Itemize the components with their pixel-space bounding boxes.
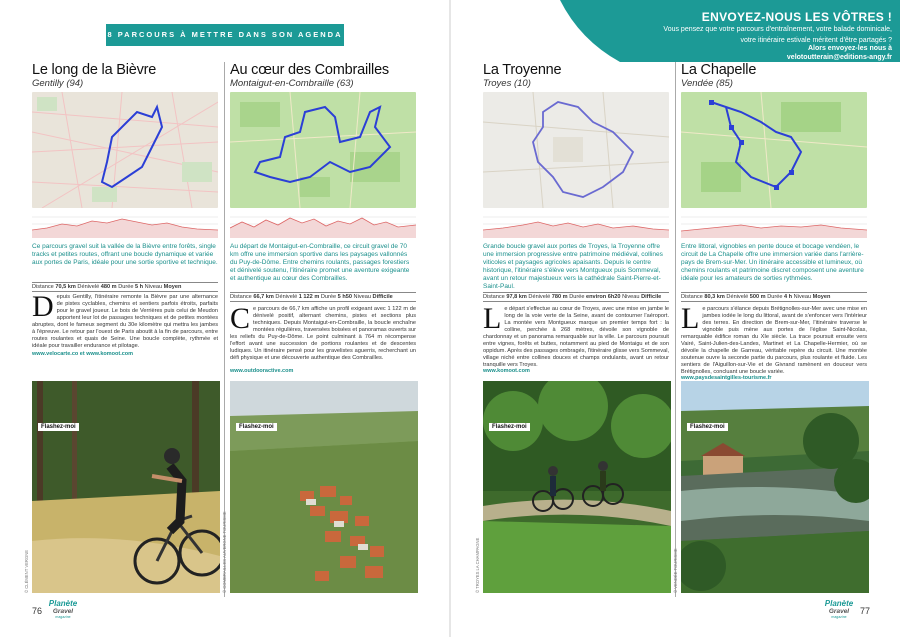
route-stats: Distance 80,3 km Dénivelé 500 m Durée 4 h Niveau Moyen xyxy=(681,292,867,302)
route-photo xyxy=(681,381,869,593)
route-column-bievre xyxy=(24,62,222,597)
route-title: Au cœur des Combrailles xyxy=(230,62,389,78)
route-body: Ce parcours de 66,7 km affiche un profil exigeant avec 1 122 m de dénivelé positif, alternant chemins, pistes et sections plus techniques. Depuis Montaigut-en-Combraille, la boucle enchaîne montées régulières, traversées boisées et panoramas ouverts sur les reliefs du Puy-de-Dôme. Le point culminant à 764 m récompense l'effort avant une succession de portions roulantes et de descentes ludiques. Un itinéraire pensé pour les gravelistes aguerris, recherchant un défi physique et une découverte authentique des Combrailles. xyxy=(230,302,416,361)
elevation-profile xyxy=(681,210,867,238)
route-link[interactable]: www.paysdesaintgilles-tourisme.fr xyxy=(681,375,772,381)
cta-email[interactable]: velotoutterain@editions-angy.fr xyxy=(786,53,892,61)
route-intro: Entre littoral, vignobles en pente douce et bocage vendéen, le circuit de La Chapelle offre une immersion variée dans l'arrière-pays de Brem-sur-Mer. Un itinéraire accessible et lumineux, où chemins roulants et patrimoine discret composent une aventure idéale pour les amateurs de sorties rythmées. xyxy=(681,243,864,282)
call-to-action-banner xyxy=(560,0,900,62)
magazine-logo-left: Planète Gravel magazine xyxy=(48,599,78,619)
dropcap: L xyxy=(483,302,502,335)
route-intro: Ce parcours gravel suit la vallée de la Bièvre entre forêts, single tracks et petites routes, offrant une boucle dynamique et variée aux portes de Paris, idéale pour une sortie sportive et technique. xyxy=(32,243,218,266)
route-photo xyxy=(32,381,220,593)
cta-line: Alors envoyez-les nous à xyxy=(807,45,892,52)
route-link[interactable]: www.velocarte.co et www.komoot.com xyxy=(32,351,134,357)
page-gutter xyxy=(449,0,451,637)
route-body: Le parcours s'élance depuis Brétignolles-sur-Mer avec une mise en jambes iodée le long du littoral, avant de s'enfoncer vers l'intérieur des terres. En direction de Brem-sur-Mer, l'itinéraire traverse le vignoble puis mène aux portes de l'église Saint-Nicolas, remarquable édifice roman du XIe siècle. La trace poursuit ensuite vers Vairé, Saint-Julien-des-Landes, Martinet et La Chapelle-Hermier, où se dévoile la chapelle de Garreau, véritable repère du circuit. Une montée soutenue ouvre la seconde partie du parcours, plus roulante et fluide. Les sentiers de l'Aiguillon-sur-Vie et de Givrand ramènent en douceur vers Brétignolles, concluant une boucle variée. xyxy=(681,302,867,375)
cta-body-1: Vous pensez que votre parcours d'entraînement, votre balade dominicale, xyxy=(663,26,892,33)
route-title: Le long de la Bièvre xyxy=(32,62,157,78)
section-banner: 8 PARCOURS À METTRE DANS SON AGENDA xyxy=(106,24,344,46)
dropcap: C xyxy=(230,302,251,335)
elevation-profile xyxy=(32,210,218,238)
route-column-chapelle xyxy=(673,62,871,597)
photo-credit: © CLÉMENT VERGNE xyxy=(24,549,29,593)
route-link[interactable]: www.komoot.com xyxy=(483,368,530,374)
route-subtitle: Vendée (85) xyxy=(681,78,733,89)
dropcap: D xyxy=(32,290,54,323)
qr-label: Flashez-moi xyxy=(38,423,79,431)
route-subtitle: Montaigut-en-Combraille (63) xyxy=(230,78,354,89)
route-stats: Distance 66,7 km Dénivelé 1 122 m Durée 5 h50 Niveau Difficile xyxy=(230,292,416,302)
route-title: La Chapelle xyxy=(681,62,757,78)
route-body: Depuis Gentilly, l'itinéraire remonte la Bièvre par une alternance de pistes cyclables, chemins et sentiers parfois étroits, parfaits pour le gravel joueur. Le bois de Verrières puis celui de Meudon apportent leur lot de passages techniques et de petites montées abruptes, dont le fameux segment du 30e kilomètre qui mettra les jambes à l'épreuve. Le retour par l'ouest de Paris aboutit à la fin de parcours, entre routes roulantes et quais de Seine. Une boucle complète, rythmée et idéale pour travailler endurance et pilotage. xyxy=(32,290,218,349)
elevation-profile xyxy=(483,210,669,238)
elevation-profile xyxy=(230,210,416,238)
route-photo xyxy=(483,381,671,593)
qr-label: Flashez-moi xyxy=(236,423,277,431)
route-column-combrailles xyxy=(222,62,420,597)
magazine-logo-right: Planète Gravel magazine xyxy=(824,599,854,619)
cta-title: ENVOYEZ-NOUS LES VÔTRES ! xyxy=(701,10,892,24)
route-title: La Troyenne xyxy=(483,62,562,78)
route-body: Le départ s'effectue au cœur de Troyes, avec une mise en jambe le long de la voie verte de la Seine, avant de contourner l'aéroport. La montée vers Montgueux marque un premier temps fort : la colline, perchée à 268 mètres, dévoile son vignoble de chardonnay et un panorama remarquable sur la ville. Le parcours poursuit entre vignes, forêts et buttes, notamment au pied de Montaigu et de son oppidum. Après des passages ombragés, l'itinéraire glisse vers Sommeval, village niché entre collines douces et champs ondulants, avant un retour tranquille vers Troyes. xyxy=(483,302,669,368)
route-link[interactable]: www.outdooractive.com xyxy=(230,368,294,374)
route-map xyxy=(32,92,218,208)
route-subtitle: Troyes (10) xyxy=(483,78,531,89)
route-intro: Grande boucle gravel aux portes de Troyes, la Troyenne offre une immersion progressive entre patrimoine médiéval, collines viticoles et paysages agricoles apaisants. Depuis le centre historique, l'itinéraire s'élève vers Montgueux puis Sommeval, avant un retour majestueux vers la cathédrale Saint-Pierre-et-Saint-Paul. xyxy=(483,243,663,290)
route-photo xyxy=(230,381,418,593)
page-number-right: 77 xyxy=(860,606,871,616)
route-stats: Distance 70,5 km Dénivelé 480 m Durée 5 h Niveau Moyen xyxy=(32,282,218,292)
photo-credit: © VENDÉE TOURISME xyxy=(673,548,678,593)
route-column-troyenne xyxy=(475,62,673,597)
route-subtitle: Gentilly (94) xyxy=(32,78,84,89)
photo-credit: © TROYES LA CHAMPAGNE xyxy=(475,537,480,593)
photo-credit: © COMBRAILLES AUVERGNE TOURISME xyxy=(222,511,227,593)
route-map xyxy=(681,92,867,208)
route-map xyxy=(230,92,416,208)
page-number-left: 76 xyxy=(32,606,43,616)
qr-label: Flashez-moi xyxy=(489,423,530,431)
dropcap: L xyxy=(681,302,700,335)
route-map xyxy=(483,92,669,208)
route-stats: Distance 97,8 km Dénivelé 780 m Durée environ 6h20 Niveau Difficile xyxy=(483,292,669,302)
route-intro: Au départ de Montaigut-en-Combraille, ce circuit gravel de 70 km offre une immersion sportive dans les paysages vallonnés du Puy-de-Dôme. Entre chemins roulants, passages forestiers et dénivelé soutenu, l'itinéraire promet une aventure exigeante et authentique au cœur des Combrailles. xyxy=(230,243,410,282)
cta-body-2: votre itinéraire estivale méritent d'être partagés ? xyxy=(740,36,892,44)
qr-label: Flashez-moi xyxy=(687,423,728,431)
